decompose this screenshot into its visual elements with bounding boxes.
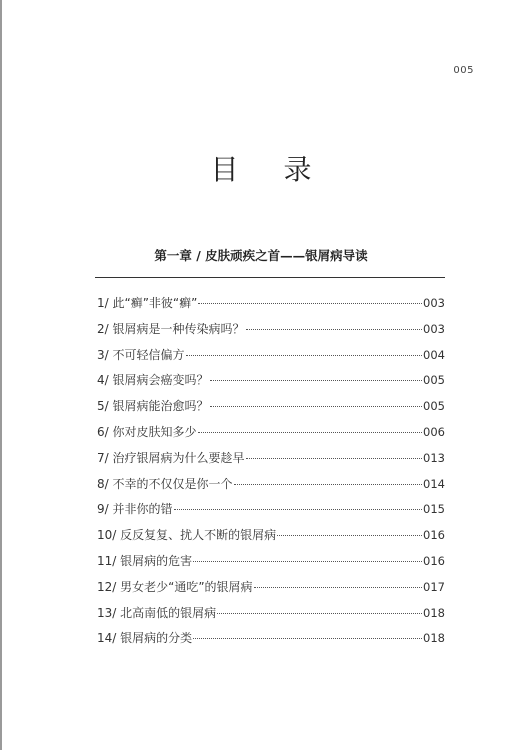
toc-entry-title: 1/ 此“癣”非彼“癣” (97, 296, 198, 310)
toc-entry-page: 016 (423, 553, 445, 568)
toc-entry[interactable] (97, 397, 445, 423)
toc-entry[interactable] (97, 423, 445, 449)
dot-leader (246, 458, 423, 459)
toc-entry-page: 018 (423, 605, 445, 620)
dot-leader (193, 561, 422, 562)
toc-entry[interactable] (97, 526, 445, 552)
toc-entry-page: 015 (423, 502, 445, 517)
page-number: 005 (453, 65, 474, 76)
dot-leader (210, 406, 423, 407)
toc-entry[interactable] (97, 320, 445, 346)
toc-entry[interactable] (97, 346, 445, 372)
toc-entry-title: 9/ 并非你的错 (97, 502, 173, 517)
toc-entry-page: 003 (423, 296, 445, 310)
dot-leader (210, 380, 423, 381)
toc-entry[interactable] (97, 629, 445, 655)
toc-entry-title: 14/ 银屑病的分类 (97, 631, 193, 646)
toc-entry[interactable] (97, 500, 445, 526)
toc-entry-page: 003 (423, 321, 445, 336)
toc-entry-page: 006 (423, 424, 445, 439)
dot-leader (246, 329, 423, 330)
toc-entry-page: 005 (423, 373, 445, 388)
toc-entry[interactable] (97, 552, 445, 578)
toc-entry-page: 005 (423, 399, 445, 414)
toc-entry-title: 6/ 你对皮肤知多少 (97, 424, 197, 439)
toc-entry[interactable] (97, 604, 445, 630)
toc-entry-title: 3/ 不可轻信偏方 (97, 347, 185, 362)
chapter-title: 第一章 / 皮肤顽疾之首——银屑病导读 (154, 248, 368, 263)
dot-leader (217, 613, 422, 614)
dot-leader (254, 587, 422, 588)
toc-entry-title: 7/ 治疗银屑病为什么要趁早 (97, 450, 245, 465)
dot-leader (234, 484, 423, 485)
toc-entry-page: 013 (423, 450, 445, 465)
toc-entry-title: 10/ 反反复复、扰人不断的银屑病 (97, 528, 277, 543)
dot-leader (198, 432, 423, 433)
toc-entry[interactable] (97, 578, 445, 604)
chapter-divider (95, 277, 445, 278)
dot-leader (193, 638, 422, 639)
toc-list (97, 294, 445, 655)
toc-entry-title: 12/ 男女老少“通吃”的银屑病 (97, 579, 253, 594)
toc-entry-title: 11/ 银屑病的危害 (97, 553, 193, 568)
toc-entry-title: 2/ 银屑病是一种传染病吗？ (97, 321, 245, 336)
toc-entry-page: 017 (423, 579, 445, 594)
toc-entry-page: 018 (423, 631, 445, 646)
page-edge-shadow (0, 0, 2, 750)
toc-title: 目 录 (210, 153, 330, 186)
dot-leader (277, 535, 422, 536)
toc-entry-page: 016 (423, 528, 445, 543)
toc-entry[interactable] (97, 449, 445, 475)
dot-leader (198, 303, 422, 304)
dot-leader (186, 355, 423, 356)
toc-entry[interactable] (97, 294, 445, 320)
toc-entry-title: 4/ 银屑病会癌变吗？ (97, 373, 209, 388)
toc-entry-page: 004 (423, 347, 445, 362)
toc-entry-title: 5/ 银屑病能治愈吗？ (97, 399, 209, 414)
toc-entry-title: 8/ 不幸的不仅仅是你一个 (97, 476, 233, 491)
toc-entry-title: 13/ 北高南低的银屑病 (97, 605, 217, 620)
dot-leader (174, 509, 423, 510)
toc-entry[interactable] (97, 475, 445, 501)
toc-entry[interactable] (97, 371, 445, 397)
toc-entry-page: 014 (423, 476, 445, 491)
